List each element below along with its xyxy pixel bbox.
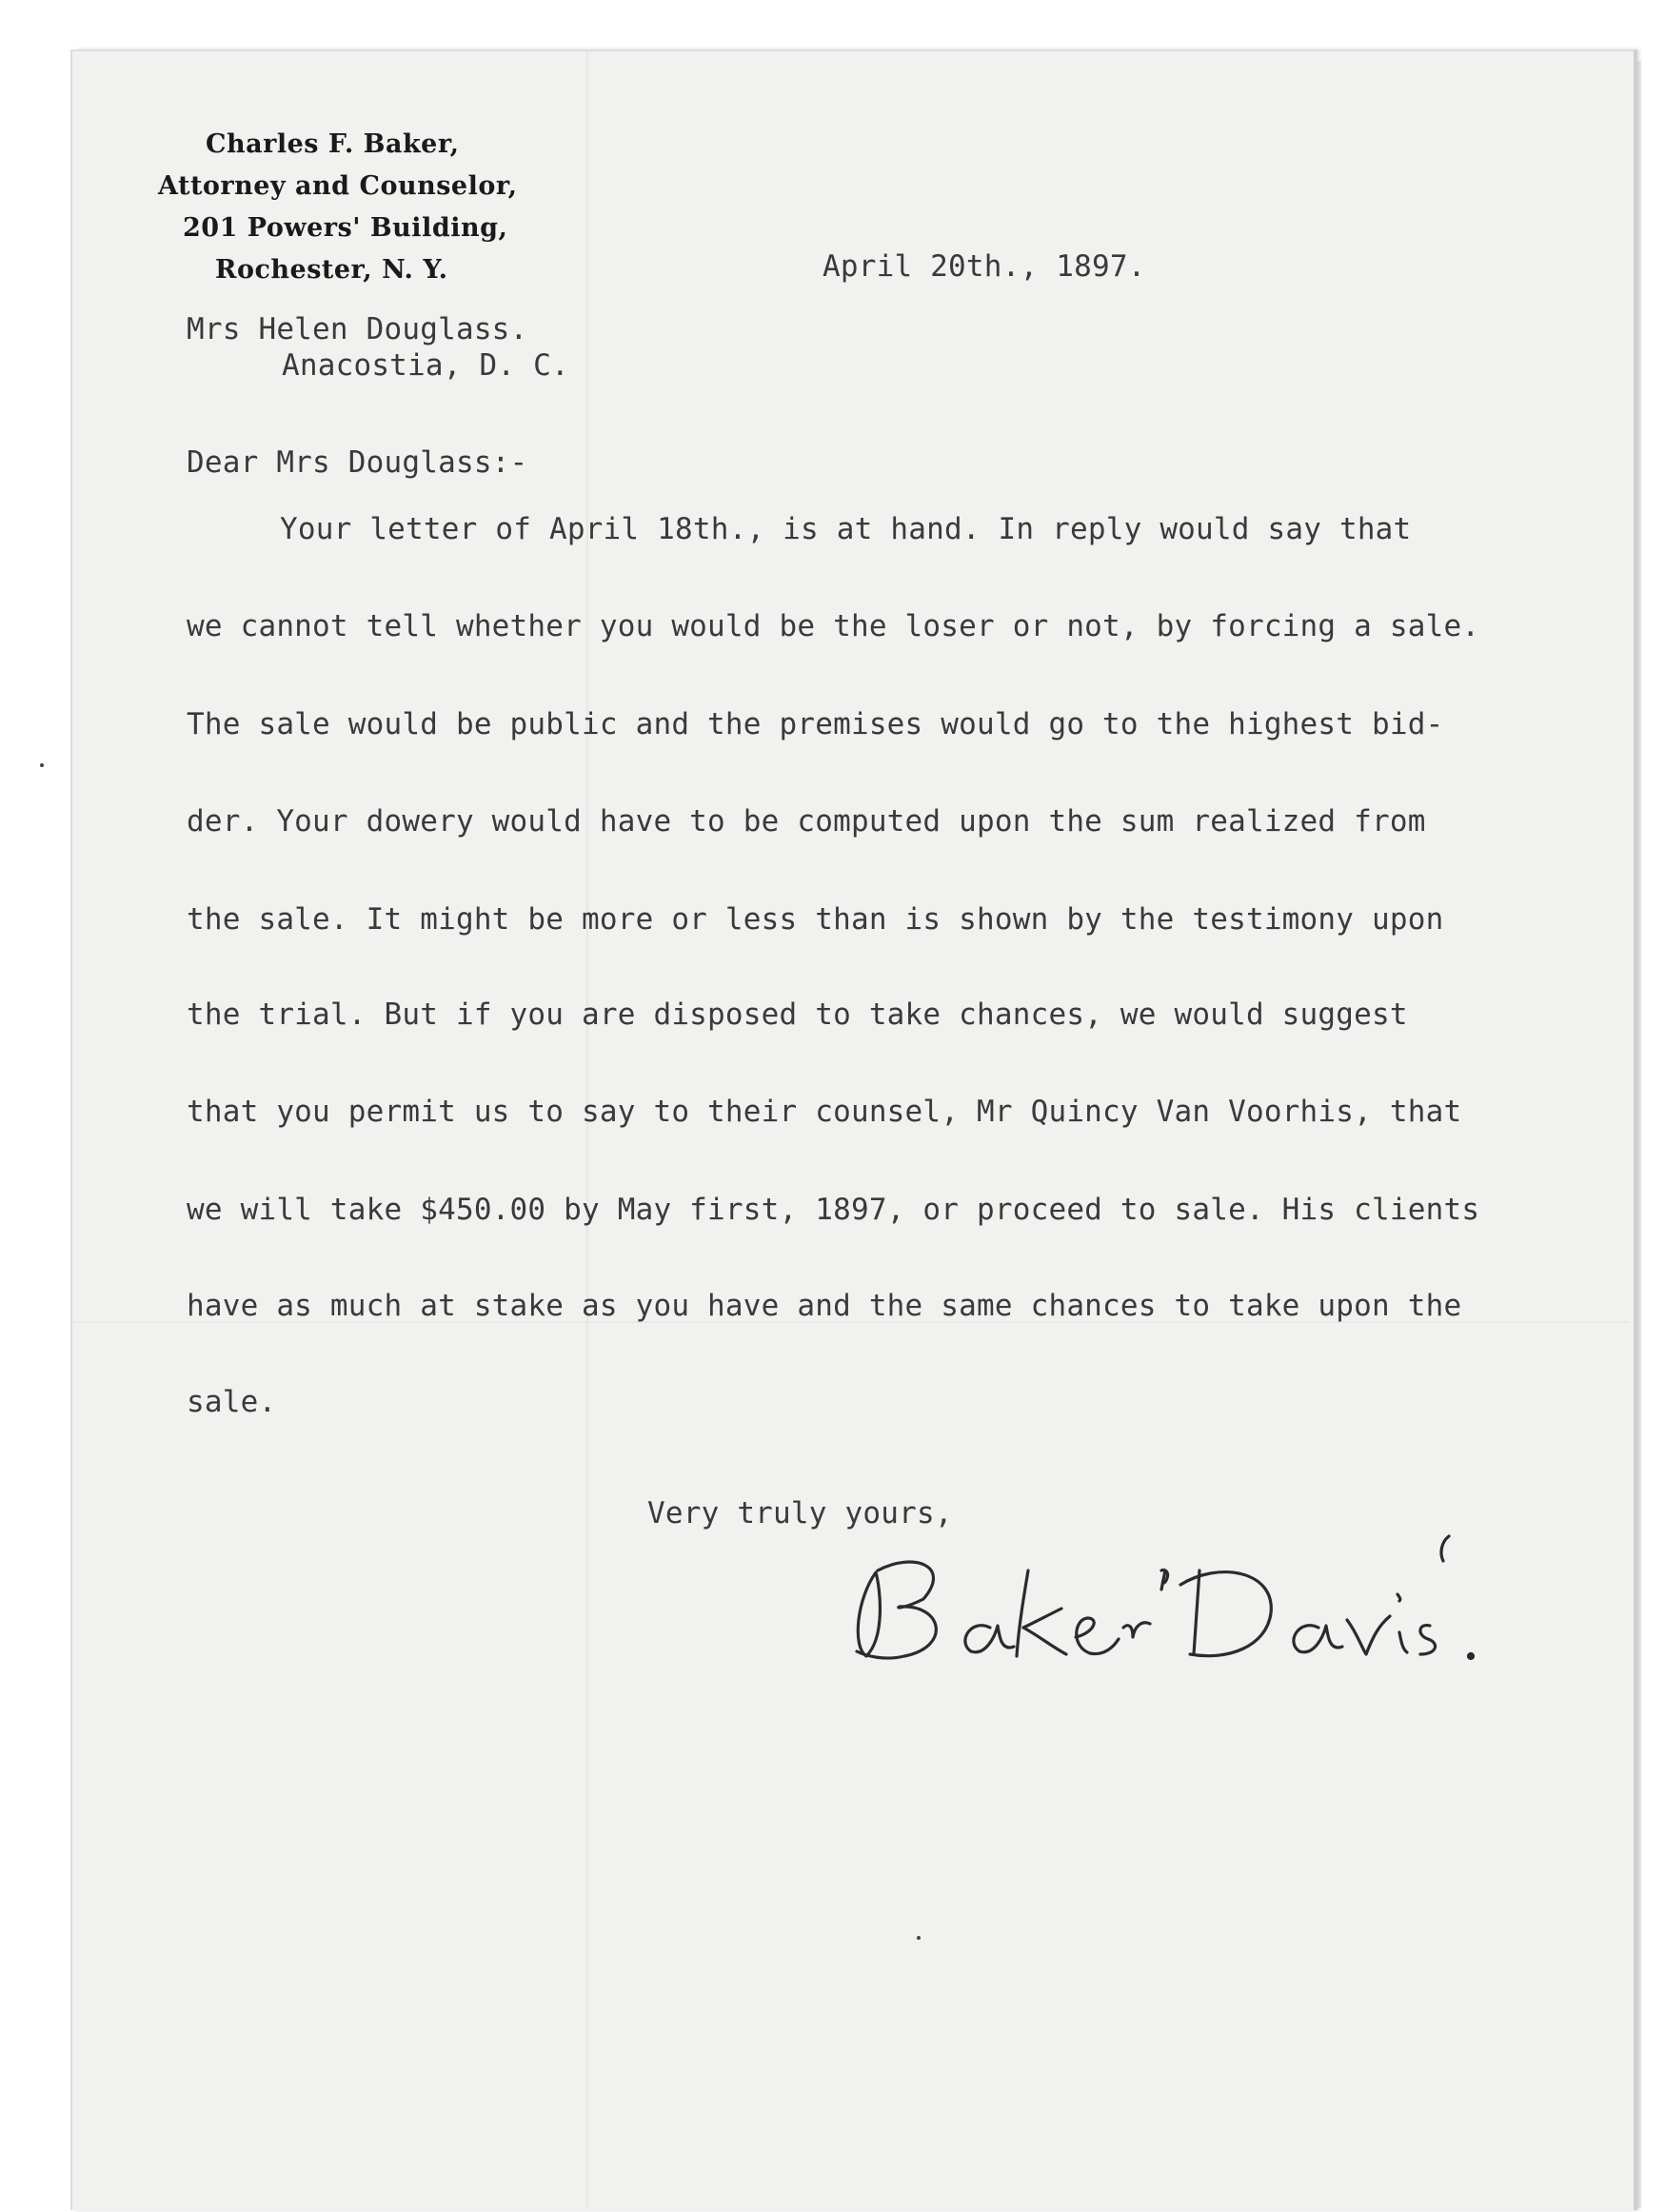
letterhead-name: Charles F. Baker, bbox=[206, 129, 460, 159]
body-line: the trial. But if you are disposed to take chances, we would suggest bbox=[187, 997, 1408, 1032]
body-line: The sale would be public and the premises would go to the highest bid- bbox=[187, 707, 1444, 741]
paper-mark bbox=[917, 1936, 921, 1940]
body-line: sale. bbox=[187, 1385, 277, 1419]
body-line: the sale. It might be more or less than is shown by the testimony upon bbox=[187, 902, 1444, 937]
body-line: we cannot tell whether you would be the loser or not, by forcing a sale. bbox=[187, 609, 1480, 643]
salutation: Dear Mrs Douglass:- bbox=[187, 445, 528, 480]
letterhead-address: 201 Powers' Building, bbox=[183, 213, 508, 243]
body-line: have as much at stake as you have and the same chances to take upon the bbox=[187, 1289, 1462, 1323]
recipient-name: Mrs Helen Douglass. bbox=[187, 312, 528, 346]
handwritten-signature bbox=[847, 1513, 1533, 1694]
letterhead bbox=[152, 124, 552, 291]
fold-line bbox=[586, 51, 588, 2208]
body-line: Your letter of April 18th., is at hand. In reply would say that bbox=[280, 512, 1412, 546]
letterhead-city: Rochester, N. Y. bbox=[215, 255, 448, 285]
body-line: that you permit us to say to their counsel, Mr Quincy Van Voorhis, that bbox=[187, 1095, 1462, 1129]
closing: Very truly yours, bbox=[647, 1496, 953, 1531]
recipient-location: Anacostia, D. C. bbox=[282, 348, 569, 383]
body-line: we will take $450.00 by May first, 1897, or proceed to sale. His clients bbox=[187, 1193, 1480, 1227]
body-line: der. Your dowery would have to be computed upon the sum realized from bbox=[187, 804, 1426, 839]
paper-mark bbox=[40, 763, 44, 767]
letter-date: April 20th., 1897. bbox=[823, 249, 1146, 284]
letterhead-title: Attorney and Counselor, bbox=[158, 171, 518, 201]
